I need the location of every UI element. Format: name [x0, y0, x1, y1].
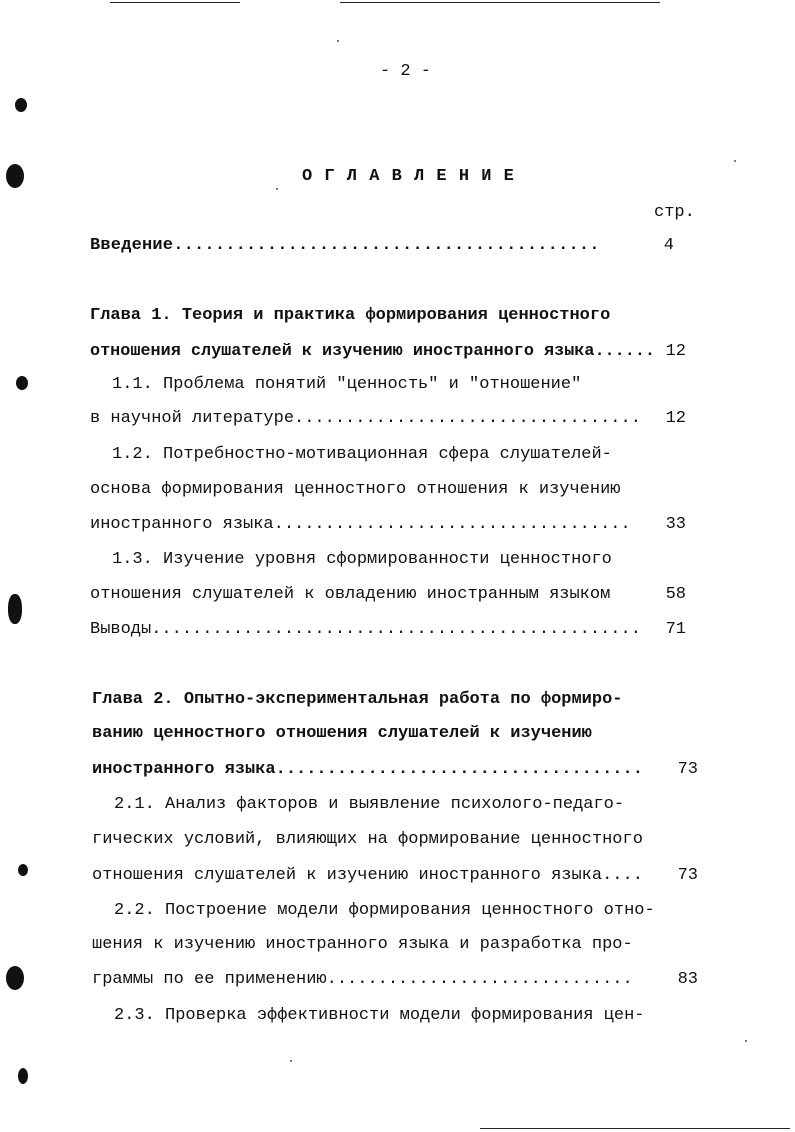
toc-entry-line: Глава 1. Теория и практика формирования ценностного	[90, 306, 611, 325]
toc-entry-line: граммы по ее применению..............................	[92, 970, 633, 989]
punch-hole-mark	[6, 164, 24, 188]
toc-page-number: 58	[665, 585, 686, 604]
toc-entry-line: 1.2. Потребностно-мотивационная сфера слушателей-	[112, 445, 612, 464]
scan-speck	[734, 160, 736, 162]
scan-speck	[337, 40, 339, 42]
toc-entry-line: 1.1. Проблема понятий "ценность" и "отношение"	[112, 375, 582, 394]
scan-edge-line-bottom	[480, 1128, 790, 1129]
toc-entry-line: Введение.........................................	[90, 236, 600, 255]
scan-edge-line-top-right	[340, 2, 660, 3]
toc-entry-line: отношения слушателей к изучению иностранного языка....	[92, 866, 643, 885]
punch-hole-mark	[16, 376, 28, 390]
toc-entry-line: иностранного языка...................................	[90, 515, 631, 534]
toc-entry-line: шения к изучению иностранного языка и разработка про-	[92, 935, 633, 954]
toc-page-number: 33	[665, 515, 686, 534]
toc-entry-line: в научной литературе..................................	[90, 409, 641, 428]
toc-page-number: 73	[677, 866, 698, 885]
toc-entry-line: иностранного языка....................................	[92, 760, 643, 779]
toc-entry-line: гических условий, влияющих на формирование ценностного	[92, 830, 643, 849]
toc-page-number: 71	[665, 620, 686, 639]
scan-speck	[290, 1060, 292, 1062]
scan-speck	[745, 1040, 747, 1042]
toc-entry-line: Выводы................................................	[90, 620, 641, 639]
toc-page-number: 12	[665, 342, 686, 361]
punch-hole-mark	[6, 966, 24, 990]
toc-entry-line: 1.3. Изучение уровня сформированности ценностного	[112, 550, 612, 569]
page-number: - 2 -	[380, 62, 432, 81]
scan-speck	[276, 188, 278, 190]
toc-entry-line: ванию ценностного отношения слушателей к изучению	[92, 724, 592, 743]
page-title: О Г Л А В Л Е Н И Е	[302, 167, 515, 186]
toc-entry-line: 2.1. Анализ факторов и выявление психолого-педаго-	[114, 795, 625, 814]
toc-page-number: 12	[665, 409, 686, 428]
toc-page-number: 4	[663, 236, 674, 255]
scan-edge-line-top	[110, 2, 240, 3]
pages-column-header: стр.	[654, 203, 695, 222]
toc-entry-line: 2.2. Построение модели формирования ценностного отно-	[114, 901, 655, 920]
toc-entry-line: основа формирования ценностного отношения к изучению	[90, 480, 621, 499]
toc-page-number: 73	[677, 760, 698, 779]
punch-hole-mark	[18, 1068, 28, 1084]
punch-hole-mark	[15, 98, 27, 112]
punch-hole-mark	[8, 594, 22, 624]
toc-entry-line: отношения слушателей к овладению иностранным языком	[90, 585, 611, 604]
toc-entry-line: отношения слушателей к изучению иностранного языка......	[90, 342, 656, 361]
toc-page-number: 83	[677, 970, 698, 989]
toc-entry-line: 2.3. Проверка эффективности модели формирования цен-	[114, 1006, 645, 1025]
toc-entry-line: Глава 2. Опытно-экспериментальная работа по формиро-	[92, 690, 623, 709]
punch-hole-mark	[18, 864, 28, 876]
